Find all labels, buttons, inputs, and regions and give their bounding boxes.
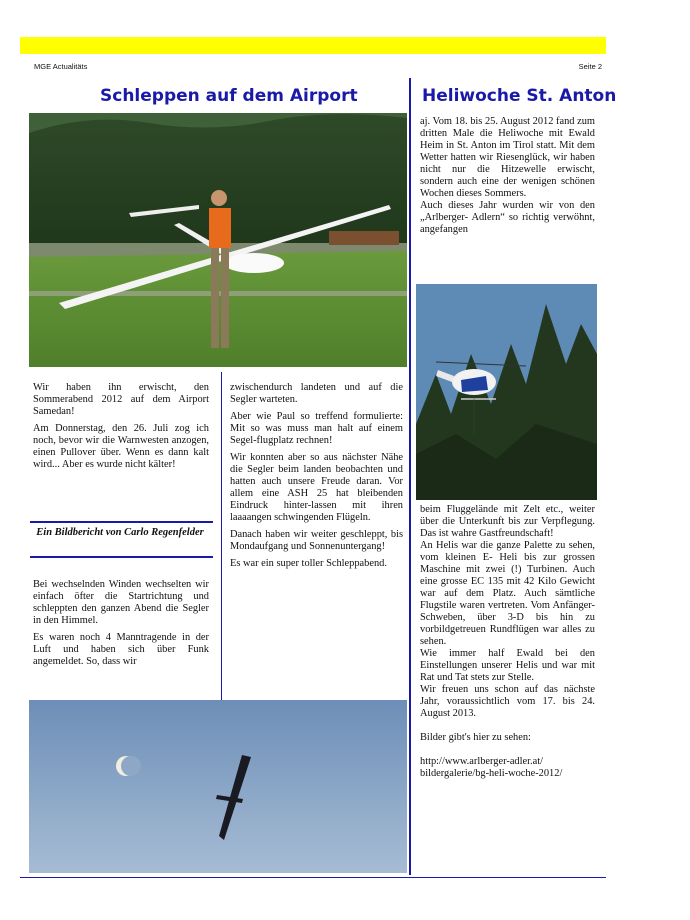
caption-rule-top	[30, 521, 213, 523]
article2-title: Heliwoche St. Anton	[422, 86, 617, 106]
article1-column1b-text	[33, 579, 209, 673]
page-number: Seite 2	[578, 62, 602, 71]
gallery-link-line2[interactable]: bildergalerie/bg-heli-woche-2012/	[420, 768, 563, 779]
paragraph: Wir konnten aber so aus nächster Nähe die Segler beim landen beobachten und hatten auch unsere Freude daran. Vor allem eine ASH 25 hat bleibenden Eindruck hinter-lassen mit ihren laaaangen schwingenden Flügeln.	[230, 452, 403, 523]
paragraph: Auch dieses Jahr wurden wir von den „Arlberger- Adlern“ so richtig verwöhnt, angefangen	[420, 200, 595, 235]
article1-column1-text	[33, 382, 209, 476]
paragraph: beim Fluggelände mit Zelt etc., weiter über die Unterkunft bis zur Verpflegung. Das ist wahre Gastfreundschaft!	[420, 504, 595, 539]
caption-rule-bottom	[30, 556, 213, 558]
paragraph: An Helis war die ganze Palette zu sehen, vom kleinen E- Heli bis zur grossen Maschine mit zwei (!) Turbinen. Auch eine grosse EC 135 mit 42 Kilo Gewicht war auf dem Platz. Auch sämtliche Flugstile waren vertreten. Vom Anfänger- Schweben, über 3-D bis hin zu vorbildgetreuen Rundflügen war alles zu sehen.	[420, 540, 595, 647]
photo-helicopter	[416, 284, 597, 500]
photo-glider-moon	[29, 700, 407, 873]
paragraph: Es waren noch 4 Manntragende in der Luft und haben sich über Funk angemeldet. So, dass wir	[33, 632, 209, 667]
paragraph: Danach haben wir weiter geschleppt, bis Mondaufgang und Sonnenuntergang!	[230, 529, 403, 552]
paragraph: Wir haben ihn erwischt, den Sommerabend 2012 auf dem Airport Samedan!	[33, 382, 209, 417]
newsletter-name: MGE Actualitäts	[34, 62, 88, 71]
photo-pilot-with-glider	[29, 113, 407, 367]
footer-rule	[20, 877, 606, 878]
gallery-link-line1[interactable]: http://www.arlberger-adler.at/	[420, 756, 543, 767]
paragraph: zwischendurch landeten und auf die Segler warteten.	[230, 382, 403, 405]
paragraph: Es war ein super toller Schleppabend.	[230, 558, 387, 569]
article1-title: Schleppen auf dem Airport	[100, 86, 358, 106]
column-separator-inner	[221, 372, 222, 700]
header-yellow-bar	[20, 37, 606, 54]
paragraph: Wie immer half Ewald bei den Einstellungen unserer Helis und war mit Rat und Tat stets zur Stelle.	[420, 648, 595, 683]
paragraph: Bei wechselnden Winden wechselten wir einfach öfter die Startrichtung und schleppten den ganzen Abend die Segler in den Himmel.	[33, 579, 209, 626]
article1-column2-text	[230, 382, 403, 575]
column-separator-main	[409, 78, 411, 875]
article2-body-text	[420, 504, 595, 780]
article2-intro-text	[420, 116, 595, 236]
paragraph: Wir freuen uns schon auf das nächste Jahr, voraussichtlich vom 17. bis 24. August 2013.	[420, 684, 595, 719]
paragraph: Am Donnerstag, den 26. Juli zog ich noch, bevor wir die Warnwesten anzogen, einen Pullover über. Wenn es dann kalt wird... Aber es wurde nicht kälter!	[33, 423, 209, 470]
photo-credit-caption: Ein Bildbericht von Carlo Regenfelder	[36, 527, 204, 538]
gallery-label: Bilder gibt's hier zu sehen:	[420, 732, 531, 743]
paragraph: aj. Vom 18. bis 25. August 2012 fand zum dritten Male die Heliwoche mit Ewald Heim in St. Anton im Tirol statt. Mit dem Wetter hatten wir Riesenglück, wir haben nicht nur die Hitzewelle erwischt, sondern auch eine der wenigen schönen Wochen dieses Sommers.	[420, 116, 595, 199]
paragraph: Aber wie Paul so treffend formulierte: Mit so was muss man halt auf einem Segel-flugplatz rechnen!	[230, 411, 403, 446]
